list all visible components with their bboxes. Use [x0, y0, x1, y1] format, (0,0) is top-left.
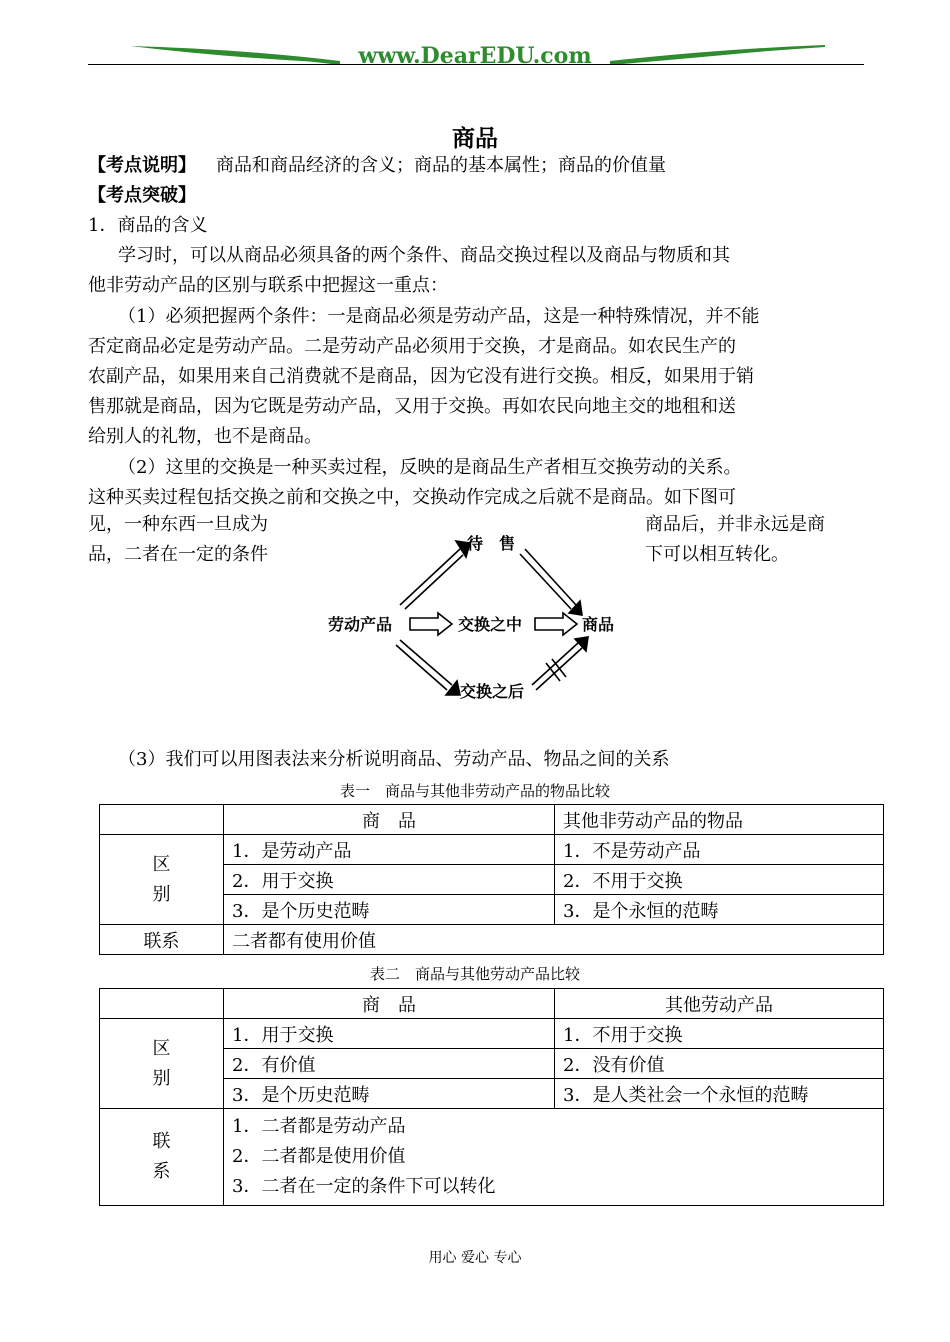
table-row	[100, 1019, 884, 1049]
table-row	[100, 989, 884, 1019]
diff-label-char: 别	[152, 883, 171, 905]
table-cell: 3．是个永恒的范畴	[555, 895, 884, 925]
link-line: 2．二者都是使用价值	[232, 1146, 406, 1167]
para1-line1: 学习时，可以从商品必须具备的两个条件、商品交换过程以及商品与物质和其	[118, 245, 730, 266]
kaodian-text: 商品和商品经济的含义；商品的基本属性；商品的价值量	[216, 155, 666, 176]
tupo-label: 【考点突破】	[88, 185, 196, 206]
para2-line3: 农副产品，如果用来自己消费就不是商品，因为它没有进行交换。相反，如果用于销	[88, 366, 754, 387]
header-rule	[88, 64, 864, 65]
para3-line1: （2）这里的交换是一种买卖过程，反映的是商品生产者相互交换劳动的关系。	[118, 457, 742, 478]
arrow-during-to-commodity	[535, 613, 577, 635]
table2-link-lines	[224, 1109, 884, 1206]
table2-col1-header: 商 品	[224, 989, 555, 1019]
para4: （3）我们可以用图表法来分析说明商品、劳动产品、物品之间的关系	[118, 749, 670, 770]
table-cell: 1．不用于交换	[555, 1019, 884, 1049]
arrow-labor-to-after	[396, 640, 460, 695]
kaodian-line	[88, 151, 666, 181]
para2-line1: （1）必须把握两个条件：一是商品必须是劳动产品，这是一种特殊情况，并不能	[118, 306, 760, 327]
para3-line2: 这种买卖过程包括交换之前和交换之中，交换动作完成之后就不是商品。如下图可	[88, 487, 736, 508]
table-row	[100, 925, 884, 955]
link-label-char: 系	[152, 1161, 171, 1182]
node-sale: 待 售	[467, 535, 516, 553]
table-cell: 3．是人类社会一个永恒的范畴	[555, 1079, 884, 1109]
para3-line3-right: 商品后，并非永远是商	[645, 514, 825, 535]
page-footer: 用心 爱心 专心	[428, 1250, 522, 1266]
table-row	[100, 1109, 884, 1206]
table2-link-label	[100, 1109, 224, 1206]
table2-caption: 表二 商品与其他劳动产品比较	[369, 965, 580, 983]
diff-label-char: 区	[152, 853, 171, 875]
table1-caption: 表一 商品与其他非劳动产品的物品比较	[339, 782, 610, 800]
arrow-sale-to-commodity	[520, 549, 582, 615]
link-label-char: 联	[152, 1131, 171, 1152]
table1-link-text: 二者都有使用价值	[224, 925, 884, 955]
table-cell	[100, 989, 224, 1019]
table2-col2-header: 其他劳动产品	[555, 989, 884, 1019]
para1-line2: 他非劳动产品的区别与联系中把握这一重点：	[88, 275, 448, 296]
para2-line2: 否定商品必定是劳动产品。二是劳动产品必须用于交换，才是商品。如农民生产的	[88, 336, 736, 357]
diff-label-char: 别	[152, 1067, 171, 1089]
site-logo	[90, 36, 865, 76]
table-cell: 1．不是劳动产品	[555, 835, 884, 865]
para3-line4-left: 品，二者在一定的条件	[88, 544, 268, 565]
arrow-labor-to-during	[410, 613, 452, 635]
commodity-transform-diagram	[320, 535, 630, 710]
table-row	[100, 805, 884, 835]
node-commodity: 商品	[582, 615, 615, 634]
para2-line5: 给别人的礼物，也不是商品。	[88, 426, 322, 447]
table2	[99, 988, 884, 1206]
link-line: 1．二者都是劳动产品	[232, 1116, 406, 1137]
table2-diff-label	[100, 1019, 224, 1109]
table-cell: 2．用于交换	[224, 865, 555, 895]
table1-diff-label	[100, 835, 224, 925]
para3-line3-left: 见，一种东西一旦成为	[88, 514, 268, 535]
page-title: 商品	[452, 126, 498, 152]
arrow-labor-to-sale	[400, 541, 470, 609]
para2-line4: 售那就是商品，因为它既是劳动产品，又用于交换。再如农民向地主交的地租和送	[88, 396, 736, 417]
table-cell: 2．不用于交换	[555, 865, 884, 895]
node-during: 交换之中	[458, 615, 523, 634]
node-after: 交换之后	[460, 682, 525, 701]
table-cell: 1．是劳动产品	[224, 835, 555, 865]
kaodian-label: 【考点说明】	[88, 155, 196, 176]
table1-link-label: 联系	[100, 925, 224, 955]
node-labor: 劳动产品	[328, 615, 393, 634]
link-line: 3．二者在一定的条件下可以转化	[232, 1176, 496, 1197]
table-cell: 3．是个历史范畴	[224, 895, 555, 925]
arrow-after-to-commodity-blocked	[532, 637, 588, 690]
table-cell: 3．是个历史范畴	[224, 1079, 555, 1109]
table-cell	[100, 805, 224, 835]
table1-col2-header: 其他非劳动产品的物品	[555, 805, 884, 835]
table-cell: 2．没有价值	[555, 1049, 884, 1079]
table-row	[100, 835, 884, 865]
table-cell: 1．用于交换	[224, 1019, 555, 1049]
logo-text: www.DearEDU.com	[358, 43, 592, 69]
diff-label-char: 区	[152, 1037, 171, 1059]
table1-col1-header: 商 品	[224, 805, 555, 835]
table-cell: 2．有价值	[224, 1049, 555, 1079]
table1	[99, 804, 884, 955]
section1-heading: 1．商品的含义	[88, 215, 208, 236]
para3-line4-right: 下可以相互转化。	[645, 544, 789, 565]
